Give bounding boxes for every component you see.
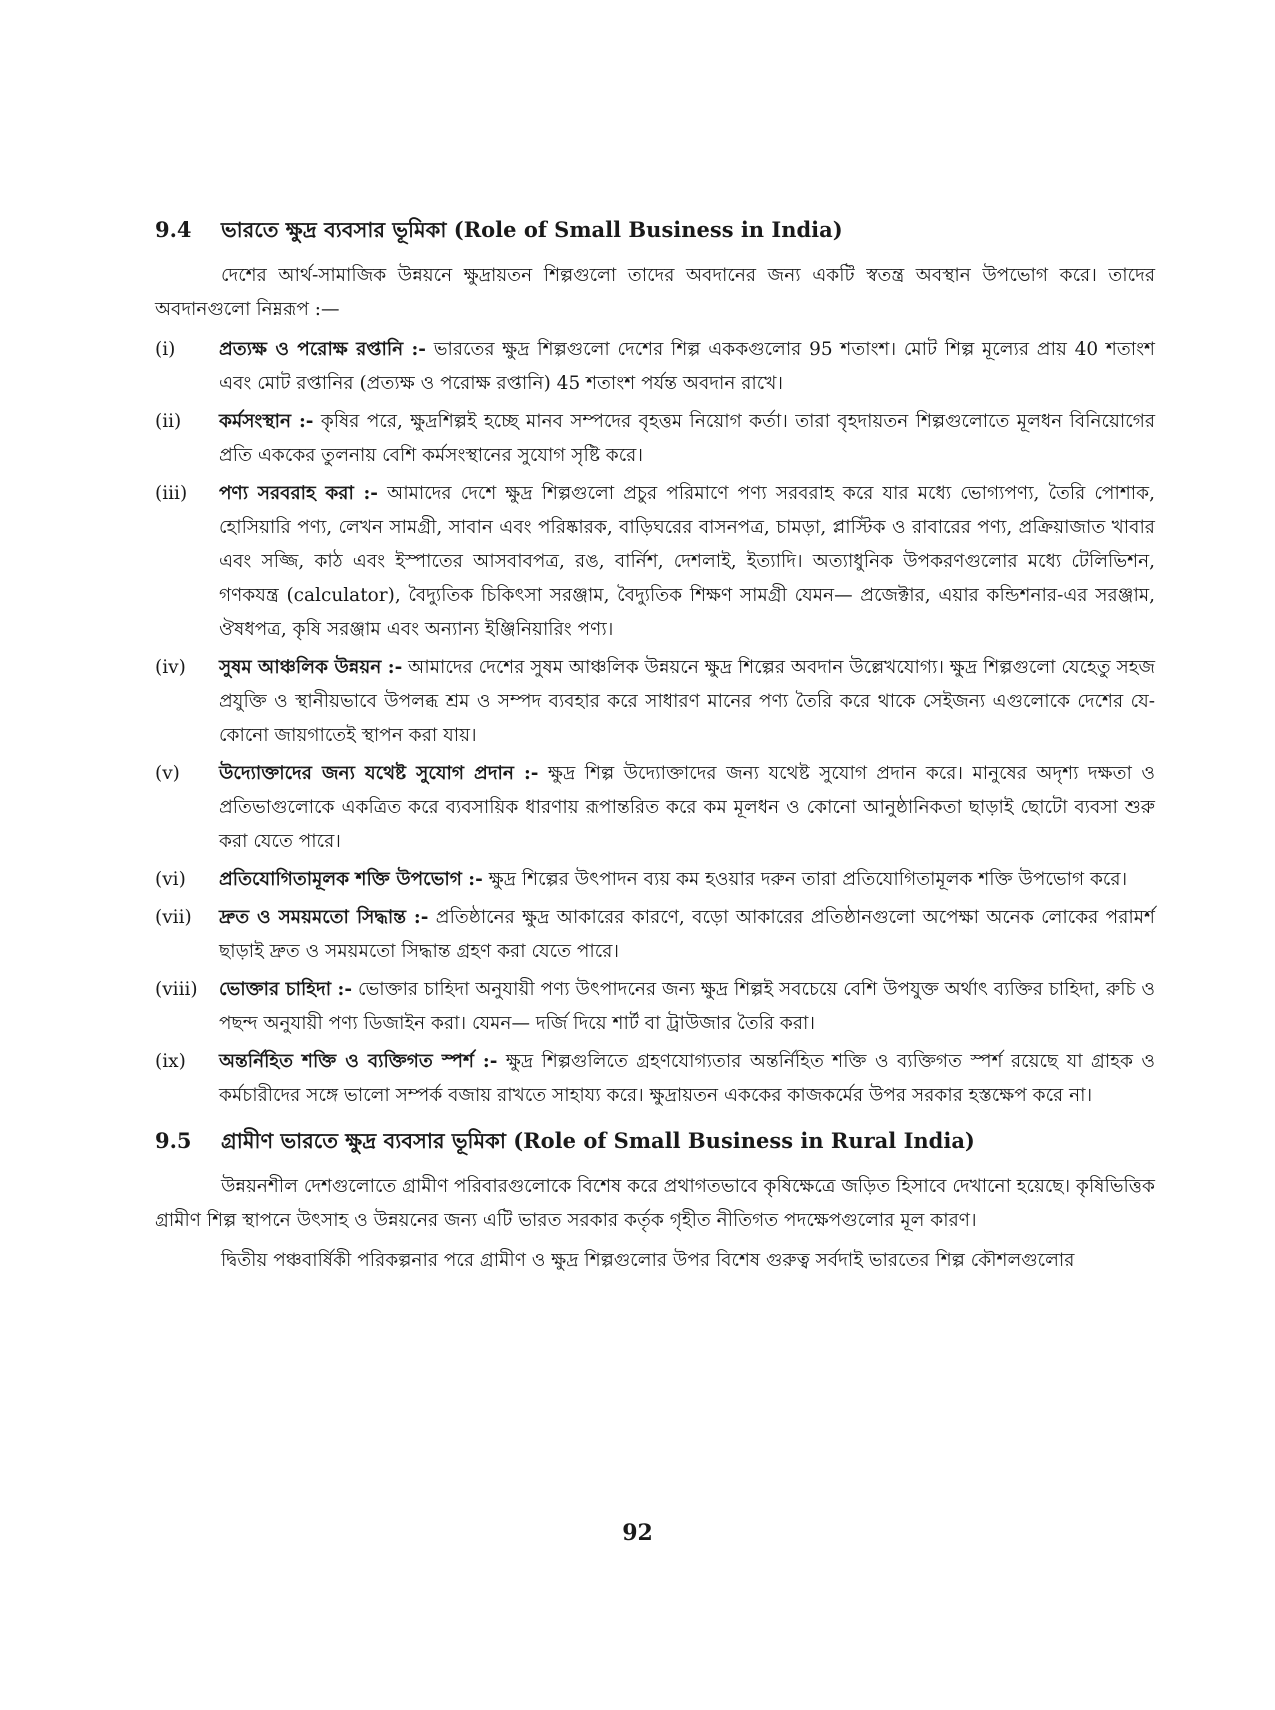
item-term: প্রত্যক্ষ ও পরোক্ষ রপ্তানি :-	[219, 339, 426, 360]
item-text: কৃষির পরে, ক্ষুদ্রশিল্পই হচ্ছে মানব সম্পদের বৃহত্তম নিয়োগ কর্তা। তারা বৃহদায়তন শিল্পগুলোতে মূলধন বিনিয়োগের প্রতি এককের তুলনায় বেশি কর্মসংস্থানের সুযোগ সৃষ্টি করে।	[219, 411, 1155, 466]
item-term: দ্রুত ও সময়মতো সিদ্ধান্ত :-	[219, 907, 429, 928]
item-numeral: (ix)	[155, 1051, 186, 1072]
item-body	[219, 757, 1155, 859]
item-body	[219, 1045, 1155, 1113]
item-text: ক্ষুদ্র শিল্প উদ্যোক্তাদের জন্য যথেষ্ট সুযোগ প্রদান করে। মানুষের অদৃশ্য দক্ষতা ও প্রতিভাগুলোকে একত্রিত করে ব্যবসায়িক ধারণায় রূপান্তরিত করে কম মূলধন ও কোনো আনুষ্ঠানিকতা ছাড়াই ছোটো ব্যবসা শুরু করা যেতে পারে।	[219, 763, 1155, 852]
item-text: ক্ষুদ্র শিল্পের উৎপাদন ব্যয় কম হওয়ার দরুন তারা প্রতিযোগিতামূলক শক্তি উপভোগ করে।	[482, 869, 1128, 890]
list-item	[155, 651, 1155, 753]
item-term: উদ্যোক্তাদের জন্য যথেষ্ট সুযোগ প্রদান :-	[219, 763, 539, 784]
section-intro: দেশের আর্থ-সামাজিক উন্নয়নে ক্ষুদ্রায়তন শিল্পগুলো তাদের অবদানের জন্য একটি স্বতন্ত্র অবস্থান উপভোগ করে। তাদের অবদানগুলো নিম্নরূপ :—	[155, 265, 1155, 320]
item-text: ভারতের ক্ষুদ্র শিল্পগুলো দেশের শিল্প এককগুলোর 95 শতাংশ। মোট শিল্প মূল্যের প্রায় 40 শতাংশ এবং মোট রপ্তানির (প্রত্যক্ষ ও পরোক্ষ রপ্তানি) 45 শতাংশ পর্যন্ত অবদান রাখে।	[219, 339, 1156, 394]
item-term: পণ্য সরবরাহ করা :-	[219, 483, 378, 504]
paragraph: উন্নয়নশীল দেশগুলোতে গ্রামীণ পরিবারগুলোকে বিশেষ করে প্রথাগতভাবে কৃষিক্ষেত্রে জড়িত হিসাবে দেখানো হয়েছে। কৃষিভিত্তিক গ্রামীণ শিল্প স্থাপনে উৎসাহ ও উন্নয়নের জন্য এটি ভারত সরকার কর্তৃক গৃহীত নীতিগত পদক্ষেপগুলোর মূল কারণ।	[155, 1176, 1155, 1231]
item-body	[219, 333, 1155, 401]
paragraph: দ্বিতীয় পঞ্চবার্ষিকী পরিকল্পনার পরে গ্রামীণ ও ক্ষুদ্র শিল্পগুলোর উপর বিশেষ গুরুত্ব সর্বদাই ভারতের শিল্প কৌশলগুলোর	[221, 1250, 1075, 1271]
item-body	[219, 477, 1155, 647]
item-numeral: (ii)	[155, 411, 182, 432]
item-body	[219, 651, 1155, 753]
item-text: আমাদের দেশে ক্ষুদ্র শিল্পগুলো প্রচুর পরিমাণে পণ্য সরবরাহ করে যার মধ্যে ভোগ্যপণ্য, তৈরি পোশাক, হোসিয়ারি পণ্য, লেখন সামগ্রী, সাবান এবং পরিষ্কারক, বাড়িঘরের বাসনপত্র, চামড়া, প্লাস্টিক ও রাবারের পণ্য, প্রক্রিয়াজাত খাবার এবং সজ্জি, কাঠ এবং ইস্পাতের আসবাবপত্র, রঙ, বার্নিশ, দেশলাই, ইত্যাদি। অত্যাধুনিক উপকরণগুলোর মধ্যে টেলিভিশন, গণকযন্ত্র (calculator), বৈদ্যুতিক চিকিৎসা সরঞ্জাম, বৈদ্যুতিক শিক্ষণ সামগ্রী যেমন— প্রজেক্টার, এয়ার কন্ডিশনার-এর সরঞ্জাম, ঔষধপত্র, কৃষি সরঞ্জাম এবং অন্যান্য ইঞ্জিনিয়ারিং পণ্য।	[219, 483, 1155, 640]
item-numeral: (i)	[155, 339, 176, 360]
section-heading-9-4	[155, 214, 1155, 249]
section-number: 9.5	[155, 1128, 192, 1153]
list-item	[155, 405, 1155, 473]
item-body	[219, 901, 1155, 969]
section-title: গ্রামীণ ভারতে ক্ষুদ্র ব্যবসার ভূমিকা (Role of Small Business in Rural India)	[221, 1128, 975, 1153]
item-term: প্রতিযোগিতামূলক শক্তি উপভোগ :-	[219, 869, 483, 890]
item-numeral: (iv)	[155, 657, 186, 678]
item-numeral: (iii)	[155, 483, 188, 504]
section-title: ভারতে ক্ষুদ্র ব্যবসার ভূমিকা (Role of Small Business in India)	[221, 217, 843, 242]
list-item	[155, 333, 1155, 401]
list-item	[155, 1045, 1155, 1113]
item-numeral: (viii)	[155, 979, 198, 1000]
item-numeral: (v)	[155, 763, 180, 784]
section-heading-9-5	[155, 1125, 1155, 1160]
item-numeral: (vi)	[155, 869, 186, 890]
item-text: প্রতিষ্ঠানের ক্ষুদ্র আকারের কারণে, বড়ো আকারের প্রতিষ্ঠানগুলো অপেক্ষা অনেক লোকের পরামর্শ ছাড়াই দ্রুত ও সময়মতো সিদ্ধান্ত গ্রহণ করা যেতে পারে।	[219, 907, 1155, 962]
item-text: আমাদের দেশের সুষম আঞ্চলিক উন্নয়নে ক্ষুদ্র শিল্পের অবদান উল্লেখযোগ্য। ক্ষুদ্র শিল্পগুলো যেহেতু সহজ প্রযুক্তি ও স্থানীয়ভাবে উপলব্ধ শ্রম ও সম্পদ ব্যবহার করে সাধারণ মানের পণ্য তৈরি করে থাকে সেইজন্য এগুলোকে দেশের যে-কোনো জায়গাতেই স্থাপন করা যায়।	[219, 657, 1155, 746]
item-body	[219, 973, 1155, 1041]
item-text: ভোক্তার চাহিদা অনুযায়ী পণ্য উৎপাদনের জন্য ক্ষুদ্র শিল্পই সবচেয়ে বেশি উপযুক্ত অর্থাৎ ব্যক্তির চাহিদা, রুচি ও পছন্দ অনুযায়ী পণ্য ডিজাইন করা। যেমন— দর্জি দিয়ে শার্ট বা ট্রাউজার তৈরি করা।	[219, 979, 1156, 1034]
section-number: 9.4	[155, 217, 192, 242]
page-number: 92	[622, 1520, 653, 1546]
list-item	[155, 477, 1155, 647]
item-numeral: (vii)	[155, 907, 192, 928]
item-term: ভোক্তার চাহিদা :-	[219, 979, 353, 1000]
list-item	[155, 863, 1155, 897]
list-item	[155, 757, 1155, 859]
list-item	[155, 901, 1155, 969]
list-item	[155, 973, 1155, 1041]
item-text: ক্ষুদ্র শিল্পগুলিতে গ্রহণযোগ্যতার অন্তর্নিহিত শক্তি ও ব্যক্তিগত স্পর্শ রয়েছে যা গ্রাহক ও কর্মচারীদের সঙ্গে ভালো সম্পর্ক বজায় রাখতে সাহায্য করে। ক্ষুদ্রায়তন এককের কাজকর্মের উপর সরকার হস্তক্ষেপ করে না।	[219, 1051, 1155, 1106]
item-body	[219, 405, 1155, 473]
item-term: সুষম আঞ্চলিক উন্নয়ন :-	[219, 657, 403, 678]
item-term: অন্তর্নিহিত শক্তি ও ব্যক্তিগত স্পর্শ :-	[219, 1051, 498, 1072]
item-body	[219, 863, 1155, 897]
item-term: কর্মসংস্থান :-	[219, 411, 314, 432]
